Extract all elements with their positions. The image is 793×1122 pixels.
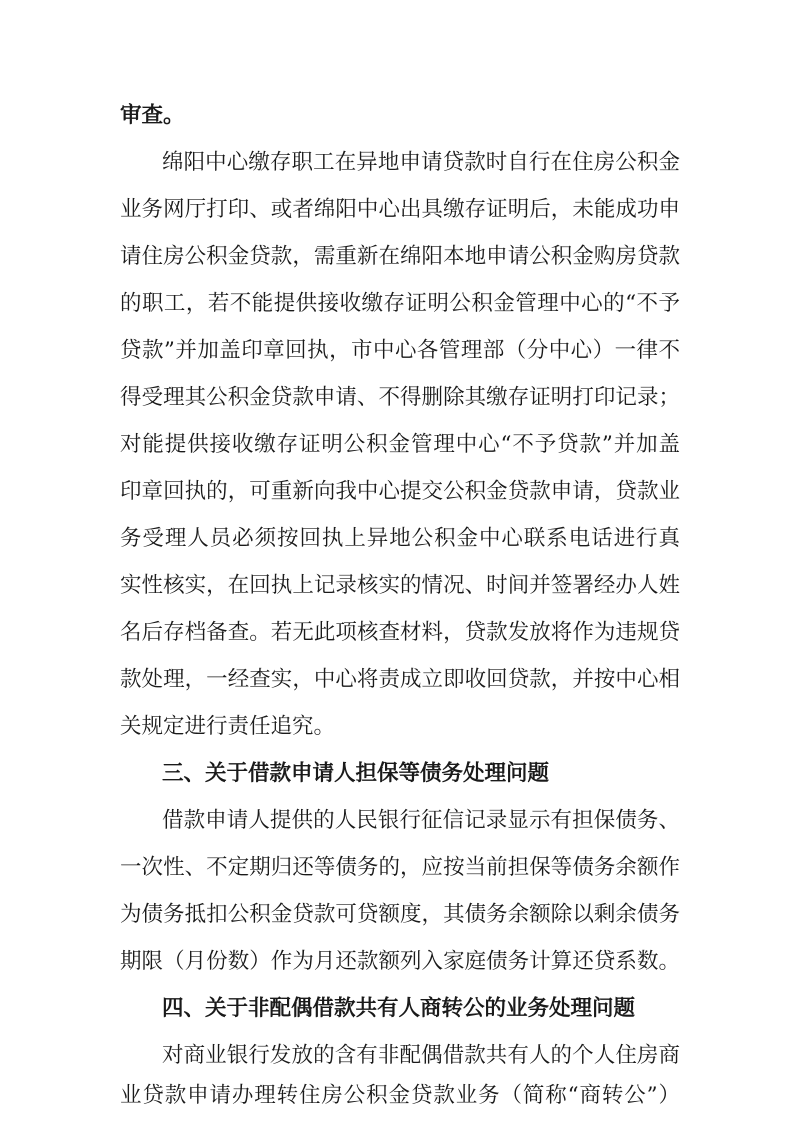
section3-heading: 三、关于借款申请人担保等债务处理问题	[162, 761, 550, 786]
paragraph1-line-6: 得受理其公积金贷款申请、不得删除其缴存证明打印记录；	[120, 385, 680, 410]
paragraph1-line-5: 贷款”并加盖印章回执，市中心各管理部（分中心）一律不	[120, 338, 680, 363]
paragraph1-line-3: 请住房公积金贷款，需重新在绵阳本地申请公积金购房贷款	[120, 244, 680, 269]
paragraph1-line-7: 对能提供接收缴存证明公积金管理中心“不予贷款”并加盖	[120, 432, 680, 457]
paragraph1-line-1: 绵阳中心缴存职工在异地申请贷款时自行在住房公积金	[162, 150, 680, 175]
section3-line-3: 为债务抵扣公积金贷款可贷额度，其债务余额除以剩余债务	[120, 902, 680, 927]
section3-line-1: 借款申请人提供的人民银行征信记录显示有担保债务、	[162, 808, 680, 833]
paragraph1-line-11: 名后存档备查。若无此项核查材料，贷款发放将作为违规贷	[120, 620, 680, 645]
paragraph1-line-9: 务受理人员必须按回执上异地公积金中心联系电话进行真	[120, 526, 680, 551]
section3-line-4: 期限（月份数）作为月还款额列入家庭债务计算还贷系数。	[120, 949, 680, 974]
opening-line: 审查。	[120, 103, 185, 128]
section4-line-2: 业贷款申请办理转住房公积金贷款业务（简称“商转公”）	[120, 1083, 680, 1108]
section4-heading: 四、关于非配偶借款共有人商转公的业务处理问题	[162, 996, 636, 1021]
paragraph1-line-4: 的职工，若不能提供接收缴存证明公积金管理中心的“不予	[120, 291, 680, 316]
paragraph1-line-10: 实性核实，在回执上记录核实的情况、时间并签署经办人姓	[120, 573, 680, 598]
paragraph1-line-2: 业务网厅打印、或者绵阳中心出具缴存证明后，未能成功申	[120, 197, 680, 222]
section4-line-1: 对商业银行发放的含有非配偶借款共有人的个人住房商	[162, 1043, 680, 1068]
paragraph1-line-13: 关规定进行责任追究。	[120, 714, 336, 739]
paragraph1-line-12: 款处理，一经查实，中心将责成立即收回贷款，并按中心相	[120, 667, 680, 692]
paragraph1-line-8: 印章回执的，可重新向我中心提交公积金贷款申请，贷款业	[120, 479, 680, 504]
section3-line-2: 一次性、不定期归还等债务的，应按当前担保等债务余额作	[120, 855, 680, 880]
